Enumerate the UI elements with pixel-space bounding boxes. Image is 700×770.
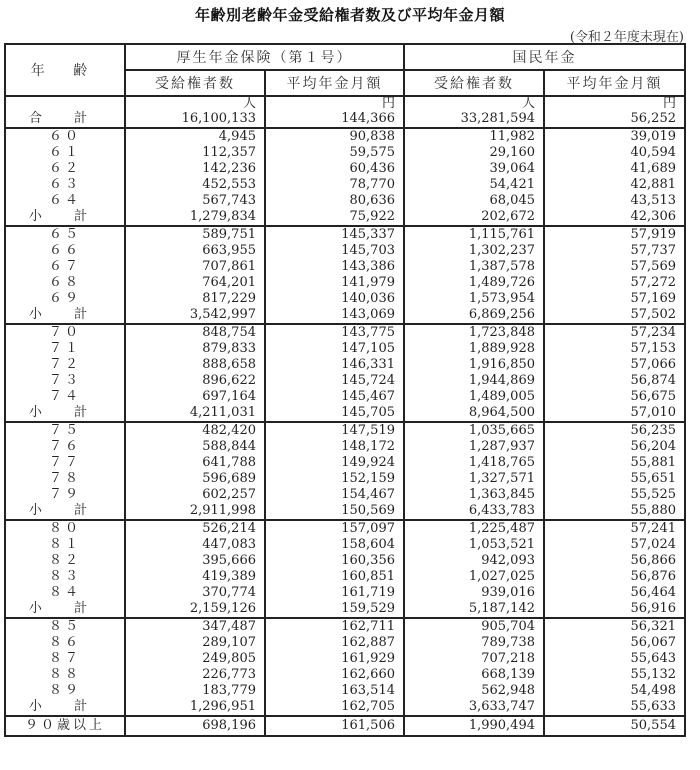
table-row xyxy=(5,389,685,405)
table-row xyxy=(5,243,685,259)
unit-persons: 人 xyxy=(242,96,256,111)
kosei-avg-monthly-cell: 145,337 xyxy=(265,226,404,243)
kokumin-recipients-cell: 942,093 xyxy=(404,553,544,569)
table-row xyxy=(5,357,685,373)
age-cell: ９０歳以上 xyxy=(5,716,125,736)
kosei-recipients-cell: 226,773 xyxy=(125,667,265,683)
kokumin-avg-monthly-cell: 57,169 xyxy=(544,291,685,307)
age-cell: ７０ xyxy=(5,324,125,341)
kosei-avg-monthly-cell: 147,105 xyxy=(265,341,404,357)
kosei-recipients-cell: 142,236 xyxy=(125,161,265,177)
kosei-recipients-cell: 764,201 xyxy=(125,275,265,291)
kokumin-avg-monthly-cell: 57,153 xyxy=(544,341,685,357)
kokumin-recipients-cell: 6,433,783 xyxy=(404,503,544,520)
kosei-avg-monthly-cell: 147,519 xyxy=(265,422,404,439)
kosei-avg-monthly-cell: 161,719 xyxy=(265,585,404,601)
kokumin-nenkin-group-header: 国民年金 xyxy=(404,44,685,70)
kokumin-recipients-cell: 202,672 xyxy=(404,209,544,226)
kosei-avg-monthly-cell: 152,159 xyxy=(265,471,404,487)
age-cell: ８２ xyxy=(5,553,125,569)
kokumin-avg-monthly-cell: 55,633 xyxy=(544,699,685,716)
kokumin-avg-monthly-cell: 43,513 xyxy=(544,193,685,209)
age-90-plus-row xyxy=(5,716,685,736)
kosei-recipients-cell: 663,955 xyxy=(125,243,265,259)
kosei-avg-monthly-cell: 146,331 xyxy=(265,357,404,373)
age-cell: ６９ xyxy=(5,291,125,307)
kosei-avg-monthly-cell: 162,705 xyxy=(265,699,404,716)
kosei-recipients-cell: 698,196 xyxy=(125,716,265,736)
kosei-avg-monthly-cell: 145,467 xyxy=(265,389,404,405)
kosei-recipients-cell: 447,083 xyxy=(125,537,265,553)
age-cell: ８７ xyxy=(5,651,125,667)
unit-yen: 円 xyxy=(662,96,676,111)
kokumin-avg-monthly-cell: 55,132 xyxy=(544,667,685,683)
kokumin-recipients-cell: 1,387,578 xyxy=(404,259,544,275)
age-cell: ７４ xyxy=(5,389,125,405)
age-cell: ８６ xyxy=(5,635,125,651)
kokumin-avg-monthly-cell: 57,241 xyxy=(544,520,685,537)
kosei-avg-monthly-cell: 78,770 xyxy=(265,177,404,193)
kokumin-recipients-cell: 1,990,494 xyxy=(404,716,544,736)
age-cell: ８９ xyxy=(5,683,125,699)
kokumin-recipients-cell: 1,027,025 xyxy=(404,569,544,585)
kosei-recipients-cell: 112,357 xyxy=(125,145,265,161)
page-title: 年齢別老齢年金受給権者数及び平均年金月額 xyxy=(194,6,505,24)
kokumin-recipients-cell: 668,139 xyxy=(404,667,544,683)
age-cell: ７２ xyxy=(5,357,125,373)
kosei-recipients-cell: 697,164 xyxy=(125,389,265,405)
kokumin-avg-monthly-cell: 56,675 xyxy=(544,389,685,405)
table-row xyxy=(5,341,685,357)
kokumin-avg-monthly-cell: 57,024 xyxy=(544,537,685,553)
age-cell: 小 計 xyxy=(5,503,125,520)
table-row xyxy=(5,569,685,585)
age-cell: 小 計 xyxy=(5,699,125,716)
subtotal-row xyxy=(5,601,685,618)
kosei-recipients-cell: 1,279,834 xyxy=(125,209,265,226)
kosei-avg-monthly-cell: 162,660 xyxy=(265,667,404,683)
age-cell: ８５ xyxy=(5,618,125,635)
kokumin-recipients-cell: 1,418,765 xyxy=(404,455,544,471)
kokumin-avg-monthly-cell: 57,066 xyxy=(544,357,685,373)
kosei-avg-monthly-cell: 60,436 xyxy=(265,161,404,177)
kosei-recipients-cell: 848,754 xyxy=(125,324,265,341)
kokumin-avg-monthly-header: 平均年金月額 xyxy=(544,70,685,96)
table-row xyxy=(5,667,685,683)
table-row xyxy=(5,553,685,569)
kosei-avg-monthly-cell: 145,703 xyxy=(265,243,404,259)
kokumin-avg-monthly-cell: 57,272 xyxy=(544,275,685,291)
age-cell: ７９ xyxy=(5,487,125,503)
kokumin-recipients-cell: 789,738 xyxy=(404,635,544,651)
table-row xyxy=(5,324,685,341)
kokumin-recipients-cell: 1,327,571 xyxy=(404,471,544,487)
total-kosei-recipients: 人 16,100,133 xyxy=(125,96,265,128)
age-cell: ８１ xyxy=(5,537,125,553)
table-row xyxy=(5,145,685,161)
kokumin-avg-monthly-cell: 57,234 xyxy=(544,324,685,341)
kosei-avg-monthly-cell: 154,467 xyxy=(265,487,404,503)
kokumin-recipients-cell: 8,964,500 xyxy=(404,405,544,422)
kokumin-recipients-cell: 1,225,487 xyxy=(404,520,544,537)
kokumin-avg-monthly-cell: 55,880 xyxy=(544,503,685,520)
table-row xyxy=(5,439,685,455)
table-row xyxy=(5,455,685,471)
total-kokumin-avg: 円 56,252 xyxy=(544,96,685,128)
total-kosei-avg: 円 144,366 xyxy=(265,96,404,128)
unit-persons: 人 xyxy=(521,96,535,111)
kosei-avg-monthly-cell: 143,069 xyxy=(265,307,404,324)
unit-yen: 円 xyxy=(381,96,395,111)
kokumin-avg-monthly-cell: 56,067 xyxy=(544,635,685,651)
kosei-recipients-header: 受給権者数 xyxy=(125,70,265,96)
age-cell: 小 計 xyxy=(5,307,125,324)
kosei-avg-monthly-cell: 158,604 xyxy=(265,537,404,553)
table-row xyxy=(5,161,685,177)
kosei-recipients-cell: 707,861 xyxy=(125,259,265,275)
kokumin-recipients-cell: 1,287,937 xyxy=(404,439,544,455)
table-row xyxy=(5,177,685,193)
age-cell: ７６ xyxy=(5,439,125,455)
kokumin-avg-monthly-cell: 55,643 xyxy=(544,651,685,667)
kosei-avg-monthly-cell: 149,924 xyxy=(265,455,404,471)
subtotal-row xyxy=(5,699,685,716)
table-row xyxy=(5,520,685,537)
kosei-recipients-cell: 419,389 xyxy=(125,569,265,585)
kosei-recipients-cell: 879,833 xyxy=(125,341,265,357)
kosei-avg-monthly-header: 平均年金月額 xyxy=(265,70,404,96)
subtotal-row xyxy=(5,209,685,226)
total-label: 合 計 xyxy=(5,96,125,128)
table-row xyxy=(5,291,685,307)
total-row xyxy=(5,96,685,128)
kokumin-recipients-cell: 1,489,726 xyxy=(404,275,544,291)
kokumin-recipients-cell: 1,944,869 xyxy=(404,373,544,389)
age-cell: ７８ xyxy=(5,471,125,487)
kokumin-recipients-header: 受給権者数 xyxy=(404,70,544,96)
kosei-avg-monthly-cell: 59,575 xyxy=(265,145,404,161)
age-cell: ６０ xyxy=(5,128,125,145)
kosei-avg-monthly-cell: 143,775 xyxy=(265,324,404,341)
kokumin-recipients-cell: 39,064 xyxy=(404,161,544,177)
kosei-avg-monthly-cell: 90,838 xyxy=(265,128,404,145)
table-row xyxy=(5,275,685,291)
kokumin-avg-monthly-cell: 57,919 xyxy=(544,226,685,243)
kosei-avg-monthly-cell: 162,887 xyxy=(265,635,404,651)
kokumin-avg-monthly-cell: 55,881 xyxy=(544,455,685,471)
table-row xyxy=(5,471,685,487)
table-row xyxy=(5,683,685,699)
table-row xyxy=(5,585,685,601)
total-kokumin-recipients: 人 33,281,594 xyxy=(404,96,544,128)
kokumin-recipients-cell: 5,187,142 xyxy=(404,601,544,618)
kokumin-recipients-cell: 1,489,005 xyxy=(404,389,544,405)
kosei-recipients-cell: 817,229 xyxy=(125,291,265,307)
kokumin-avg-monthly-cell: 50,554 xyxy=(544,716,685,736)
kosei-recipients-cell: 289,107 xyxy=(125,635,265,651)
kosei-recipients-cell: 347,487 xyxy=(125,618,265,635)
kosei-avg-monthly-cell: 140,036 xyxy=(265,291,404,307)
kosei-avg-monthly-cell: 162,711 xyxy=(265,618,404,635)
table-row xyxy=(5,259,685,275)
kosei-recipients-cell: 249,805 xyxy=(125,651,265,667)
table-row xyxy=(5,618,685,635)
subtotal-row xyxy=(5,405,685,422)
pension-table xyxy=(4,43,686,737)
kosei-recipients-cell: 888,658 xyxy=(125,357,265,373)
age-cell: ６５ xyxy=(5,226,125,243)
subtotal-row xyxy=(5,307,685,324)
table-row xyxy=(5,226,685,243)
age-cell: ８０ xyxy=(5,520,125,537)
kosei-avg-monthly-cell: 157,097 xyxy=(265,520,404,537)
kosei-recipients-cell: 596,689 xyxy=(125,471,265,487)
age-cell: ６４ xyxy=(5,193,125,209)
kokumin-avg-monthly-cell: 56,916 xyxy=(544,601,685,618)
kokumin-avg-monthly-cell: 55,525 xyxy=(544,487,685,503)
kosei-avg-monthly-cell: 150,569 xyxy=(265,503,404,520)
table-row xyxy=(5,651,685,667)
table-row xyxy=(5,487,685,503)
kokumin-recipients-cell: 54,421 xyxy=(404,177,544,193)
kokumin-avg-monthly-cell: 54,498 xyxy=(544,683,685,699)
kokumin-recipients-cell: 1,115,761 xyxy=(404,226,544,243)
age-cell: ６７ xyxy=(5,259,125,275)
kosei-recipients-cell: 452,553 xyxy=(125,177,265,193)
age-cell: ６１ xyxy=(5,145,125,161)
kosei-recipients-cell: 896,622 xyxy=(125,373,265,389)
kosei-avg-monthly-cell: 163,514 xyxy=(265,683,404,699)
age-cell: 小 計 xyxy=(5,209,125,226)
kosei-recipients-cell: 1,296,951 xyxy=(125,699,265,716)
kosei-avg-monthly-cell: 145,724 xyxy=(265,373,404,389)
kosei-recipients-cell: 2,911,998 xyxy=(125,503,265,520)
age-cell: ６２ xyxy=(5,161,125,177)
kokumin-avg-monthly-cell: 57,502 xyxy=(544,307,685,324)
age-cell: ６６ xyxy=(5,243,125,259)
kokumin-avg-monthly-cell: 57,010 xyxy=(544,405,685,422)
kokumin-avg-monthly-cell: 56,464 xyxy=(544,585,685,601)
kokumin-avg-monthly-cell: 57,737 xyxy=(544,243,685,259)
kosei-avg-monthly-cell: 141,979 xyxy=(265,275,404,291)
table-row xyxy=(5,422,685,439)
age-cell: ８４ xyxy=(5,585,125,601)
subtotal-row xyxy=(5,503,685,520)
kokumin-recipients-cell: 1,035,665 xyxy=(404,422,544,439)
age-cell: ７１ xyxy=(5,341,125,357)
age-cell: ７３ xyxy=(5,373,125,389)
kosei-avg-monthly-cell: 159,529 xyxy=(265,601,404,618)
kokumin-recipients-cell: 3,633,747 xyxy=(404,699,544,716)
kosei-recipients-cell: 567,743 xyxy=(125,193,265,209)
table-row xyxy=(5,635,685,651)
table-row xyxy=(5,537,685,553)
age-cell: ７７ xyxy=(5,455,125,471)
kokumin-recipients-cell: 1,053,521 xyxy=(404,537,544,553)
kosei-recipients-cell: 4,211,031 xyxy=(125,405,265,422)
kosei-avg-monthly-cell: 160,356 xyxy=(265,553,404,569)
kosei-avg-monthly-cell: 143,386 xyxy=(265,259,404,275)
kokumin-recipients-cell: 905,704 xyxy=(404,618,544,635)
kokumin-recipients-cell: 562,948 xyxy=(404,683,544,699)
kosei-recipients-cell: 641,788 xyxy=(125,455,265,471)
kokumin-recipients-cell: 1,573,954 xyxy=(404,291,544,307)
kosei-recipients-cell: 588,844 xyxy=(125,439,265,455)
kokumin-recipients-cell: 29,160 xyxy=(404,145,544,161)
kosei-avg-monthly-cell: 148,172 xyxy=(265,439,404,455)
age-cell: ７５ xyxy=(5,422,125,439)
kokumin-avg-monthly-cell: 41,689 xyxy=(544,161,685,177)
age-column-header: 年 齢 xyxy=(5,44,125,96)
kosei-avg-monthly-cell: 161,929 xyxy=(265,651,404,667)
kokumin-recipients-cell: 939,016 xyxy=(404,585,544,601)
age-cell: ６８ xyxy=(5,275,125,291)
kokumin-recipients-cell: 1,363,845 xyxy=(404,487,544,503)
kosei-recipients-cell: 395,666 xyxy=(125,553,265,569)
age-cell: ８３ xyxy=(5,569,125,585)
kokumin-avg-monthly-cell: 56,866 xyxy=(544,553,685,569)
age-cell: ８８ xyxy=(5,667,125,683)
kokumin-recipients-cell: 6,869,256 xyxy=(404,307,544,324)
kokumin-avg-monthly-cell: 42,881 xyxy=(544,177,685,193)
age-cell: ６３ xyxy=(5,177,125,193)
kosei-recipients-cell: 526,214 xyxy=(125,520,265,537)
kokumin-avg-monthly-cell: 56,874 xyxy=(544,373,685,389)
kosei-avg-monthly-cell: 75,922 xyxy=(265,209,404,226)
kosei-recipients-cell: 370,774 xyxy=(125,585,265,601)
kosei-avg-monthly-cell: 80,636 xyxy=(265,193,404,209)
kosei-recipients-cell: 589,751 xyxy=(125,226,265,243)
kokumin-recipients-cell: 1,889,928 xyxy=(404,341,544,357)
kokumin-avg-monthly-cell: 40,594 xyxy=(544,145,685,161)
kokumin-avg-monthly-cell: 56,321 xyxy=(544,618,685,635)
table-row xyxy=(5,128,685,145)
kosei-recipients-cell: 602,257 xyxy=(125,487,265,503)
kosei-recipients-cell: 3,542,997 xyxy=(125,307,265,324)
kokumin-recipients-cell: 1,302,237 xyxy=(404,243,544,259)
table-row xyxy=(5,373,685,389)
kokumin-avg-monthly-cell: 56,235 xyxy=(544,422,685,439)
kosei-avg-monthly-cell: 160,851 xyxy=(265,569,404,585)
kokumin-recipients-cell: 1,723,848 xyxy=(404,324,544,341)
kokumin-avg-monthly-cell: 56,204 xyxy=(544,439,685,455)
kosei-recipients-cell: 2,159,126 xyxy=(125,601,265,618)
kokumin-avg-monthly-cell: 57,569 xyxy=(544,259,685,275)
kokumin-avg-monthly-cell: 39,019 xyxy=(544,128,685,145)
age-cell: 小 計 xyxy=(5,601,125,618)
kokumin-recipients-cell: 68,045 xyxy=(404,193,544,209)
kokumin-avg-monthly-cell: 55,651 xyxy=(544,471,685,487)
table-row xyxy=(5,193,685,209)
kosei-avg-monthly-cell: 145,705 xyxy=(265,405,404,422)
kokumin-recipients-cell: 707,218 xyxy=(404,651,544,667)
kosei-nenkin-group-header: 厚生年金保険（第１号） xyxy=(125,44,404,70)
kokumin-avg-monthly-cell: 56,876 xyxy=(544,569,685,585)
kokumin-recipients-cell: 11,982 xyxy=(404,128,544,145)
kokumin-recipients-cell: 1,916,850 xyxy=(404,357,544,373)
kokumin-avg-monthly-cell: 42,306 xyxy=(544,209,685,226)
kosei-avg-monthly-cell: 161,506 xyxy=(265,716,404,736)
kosei-recipients-cell: 482,420 xyxy=(125,422,265,439)
age-cell: 小 計 xyxy=(5,405,125,422)
kosei-recipients-cell: 183,779 xyxy=(125,683,265,699)
as-of-date: (令和２年度末現在) xyxy=(569,30,684,45)
kosei-recipients-cell: 4,945 xyxy=(125,128,265,145)
